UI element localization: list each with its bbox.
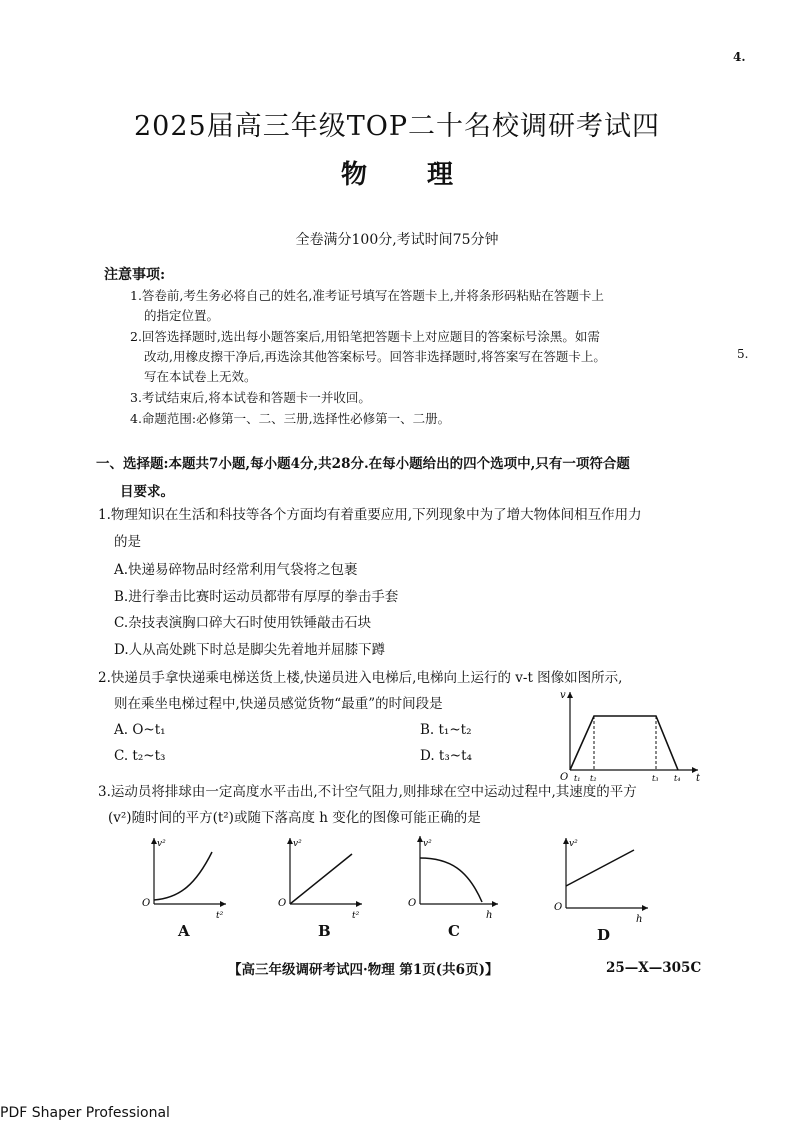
exam-code: 25—X—305C xyxy=(606,960,702,976)
q2-option-a: A. O~t₁ xyxy=(114,722,166,738)
graph-label-d: D xyxy=(597,926,611,944)
origin-label: O xyxy=(554,902,563,913)
q3-stem: 3.运动员将排球由一定高度水平击出,不计空气阻力,则排球在空中运动过程中,其速度的平方 xyxy=(98,784,637,800)
y-axis-label: v² xyxy=(423,839,432,849)
exam-title: 2025届高三年级TOP二十名校调研考试四 xyxy=(133,111,661,142)
q2-option-c: C. t₂~t₃ xyxy=(114,748,166,764)
notice-heading: 注意事项: xyxy=(104,267,166,283)
tick-t1: t₁ xyxy=(574,774,581,782)
q3-graph-b xyxy=(276,834,366,920)
section-heading: 一、选择题:本题共7小题,每小题4分,共28分.在每小题给出的四个选项中,只有一项符合题 xyxy=(96,456,630,472)
x-axis-label: h xyxy=(636,914,643,924)
q3-stem-cont: (v²)随时间的平方(t²)或随下落高度 h 变化的图像可能正确的是 xyxy=(108,810,481,826)
notice-item: 1.答卷前,考生务必将自己的姓名,准考证号填写在答题卡上,并将条形码粘贴在答题卡上 xyxy=(130,288,604,303)
tick-t3: t₃ xyxy=(652,774,659,782)
q1-option-d: D.人从高处跳下时总是脚尖先着地并屈膝下蹲 xyxy=(114,642,386,658)
x-arrow-icon xyxy=(356,901,362,907)
vt-curve xyxy=(570,716,678,770)
notice-item: 写在本试卷上无效。 xyxy=(144,369,257,384)
origin-label: O xyxy=(278,898,287,909)
graph-label-c: C xyxy=(448,922,460,940)
q1-stem-cont: 的是 xyxy=(114,534,141,550)
x-axis-label: t xyxy=(696,773,701,782)
x-arrow-icon xyxy=(220,901,226,907)
tick-t4: t₄ xyxy=(674,774,681,782)
curve xyxy=(420,858,482,902)
q2-vt-graph xyxy=(552,688,702,782)
q3-graph-c xyxy=(406,832,502,920)
full-score-line: 全卷满分100分,考试时间75分钟 xyxy=(295,232,499,248)
pdf-watermark: PDF Shaper Professional xyxy=(0,1105,170,1121)
notice-item: 3.考试结束后,将本试卷和答题卡一并收回。 xyxy=(130,390,371,405)
side-mark: 5. xyxy=(737,347,749,361)
x-axis-label: h xyxy=(486,910,493,920)
x-axis-label: t² xyxy=(352,911,360,920)
y-axis-label: v² xyxy=(569,839,578,849)
notice-item: 4.命题范围:必修第一、二、三册,选择性必修第一、二册。 xyxy=(130,411,451,426)
q2-option-d: D. t₃~t₄ xyxy=(420,748,472,764)
y-axis-label: v² xyxy=(293,839,302,849)
q2-option-b: B. t₁~t₂ xyxy=(420,722,472,738)
q2-stem-cont: 则在乘坐电梯过程中,快递员感觉货物“最重”的时间段是 xyxy=(114,696,443,712)
q2-stem: 2.快递员手拿快递乘电梯送货上楼,快递员进入电梯后,电梯向上运行的 v-t 图像如图所示, xyxy=(98,670,623,686)
page-footer: 【高三年级调研考试四·物理 第1页(共6页)】 xyxy=(228,962,499,978)
q1-option-c: C.杂技表演胸口碎大石时使用铁锤敲击石块 xyxy=(114,615,372,631)
notice-item: 改动,用橡皮擦干净后,再选涂其他答案标号。回答非选择题时,将答案写在答题卡上。 xyxy=(144,349,606,364)
y-arrow-icon xyxy=(567,692,573,698)
q1-option-b: B.进行拳击比赛时运动员都带有厚厚的拳击手套 xyxy=(114,589,399,605)
origin-label: O xyxy=(142,898,151,909)
x-axis-label: t² xyxy=(216,911,224,920)
subject-title: 物理 xyxy=(340,160,513,190)
line xyxy=(290,854,352,904)
corner-number: 4. xyxy=(733,50,746,64)
q1-option-a: A.快递易碎物品时经常利用气袋将之包裹 xyxy=(114,562,358,578)
curve xyxy=(154,852,212,900)
section-heading-cont: 目要求。 xyxy=(120,484,174,500)
notice-item: 的指定位置。 xyxy=(144,308,220,323)
x-arrow-icon xyxy=(642,905,648,911)
graph-label-a: A xyxy=(178,922,190,940)
notice-item: 2.回答选择题时,选出每小题答案后,用铅笔把答题卡上对应题目的答案标号涂黑。如需 xyxy=(130,329,600,344)
graph-label-b: B xyxy=(318,922,331,940)
q1-stem: 1.物理知识在生活和科技等各个方面均有着重要应用,下列现象中为了增大物体间相互作用力 xyxy=(98,507,642,523)
origin-label: O xyxy=(408,898,417,909)
x-arrow-icon xyxy=(492,901,498,907)
q3-graph-d xyxy=(552,834,652,924)
tick-t2: t₂ xyxy=(590,774,597,782)
y-axis-label: v xyxy=(560,690,566,701)
q3-graph-a xyxy=(140,834,230,920)
y-axis-label: v² xyxy=(157,839,166,849)
line xyxy=(566,850,634,886)
origin-label: O xyxy=(560,772,569,782)
